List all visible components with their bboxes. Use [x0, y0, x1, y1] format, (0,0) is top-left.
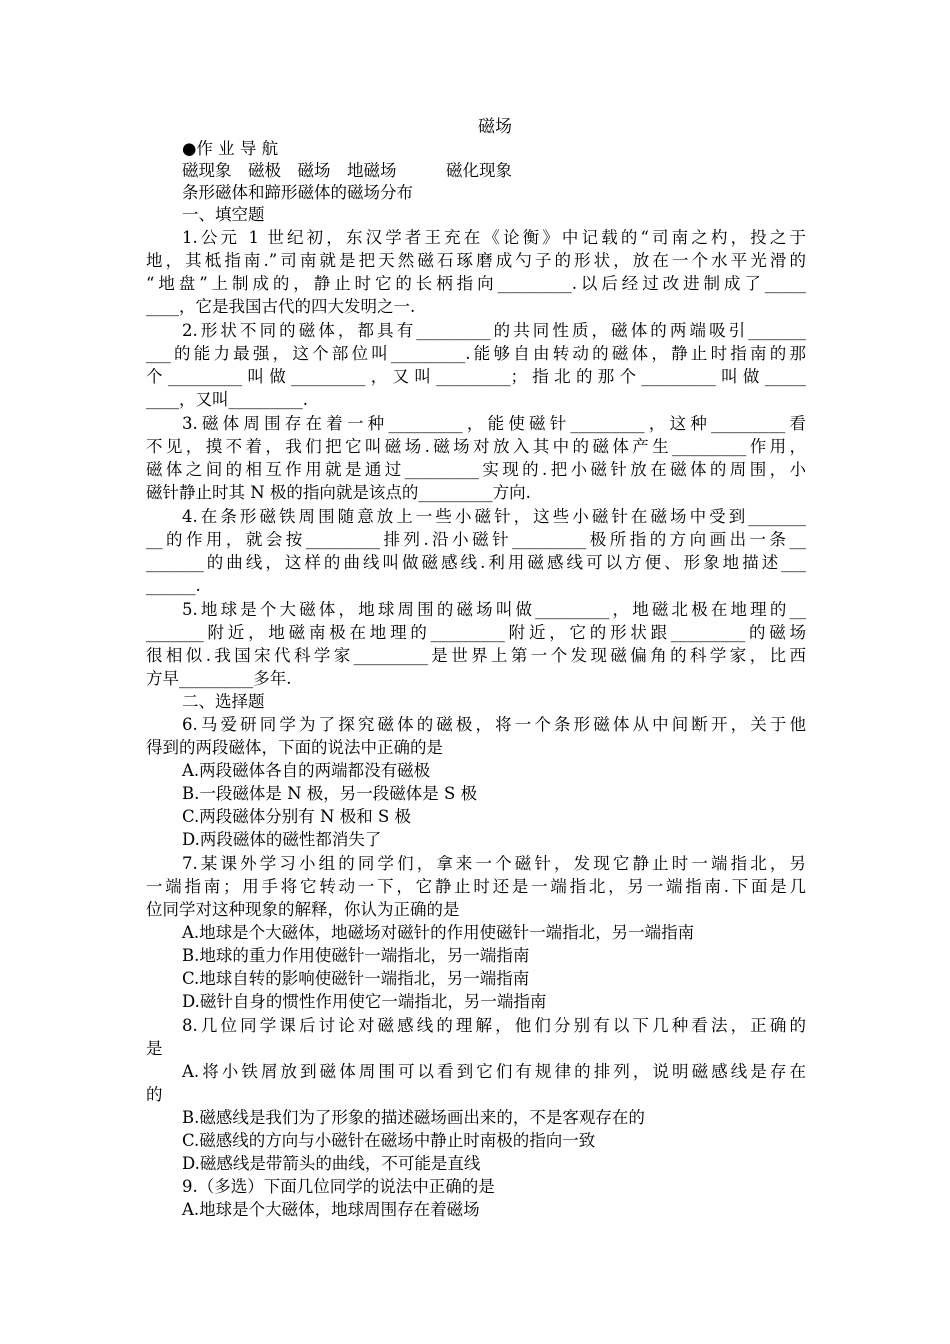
question-3-line-2: 不见，摸不着，我们把它叫磁场.磁场对放入其中的磁体产生_________作用，: [146, 437, 806, 456]
question-9-line-1: 9.（多选）下面几位同学的说法中正确的是: [182, 1177, 495, 1196]
page-title: 磁场: [478, 117, 512, 137]
question-7-line-3: 位同学对这种现象的解释，你认为正确的是: [146, 900, 460, 919]
question-8-option-a-line-1: A.将小铁屑放到磁体周围可以看到它们有规律的排列，说明磁感线是存在: [182, 1062, 806, 1081]
question-1-line-1: 1.公元 1 世纪初，东汉学者王充在《论衡》中记载的“司南之杓，投之于: [182, 228, 806, 247]
question-5-line-4: 方早_________多年.: [146, 669, 292, 688]
question-4-line-3: _______的曲线，这样的曲线叫做磁感线.利用磁感线可以方便、形象地描述___: [146, 553, 806, 572]
question-7-line-2: 一端指南；用手将它转动一下，它静止时还是一端指北，另一端指南.下面是几: [146, 877, 806, 896]
question-7-option-c: C.地球自转的影响使磁针一端指北，另一端指南: [182, 969, 530, 988]
question-6-option-a: A.两段磁体各自的两端都没有磁极: [182, 761, 431, 780]
question-7-option-a: A.地球是个大磁体，地磁场对磁针的作用使磁针一端指北，另一端指南: [182, 923, 695, 942]
question-7-option-d: D.磁针自身的惯性作用使它一端指北，另一端指南: [182, 992, 547, 1011]
question-2-line-2: ___的能力最强，这个部位叫_________.能够自由转动的磁体，静止时指南的那: [146, 344, 806, 363]
question-3-line-1: 3.磁体周围存在着一种_________，能使磁针_________，这种_________看: [182, 414, 806, 433]
question-1-line-4: ____，它是我国古代的四大发明之一.: [146, 297, 416, 316]
question-4-line-2: __的作用，就会按_________排列.沿小磁针_________极所指的方向画出一条__: [146, 530, 806, 549]
guide-topics: 磁现象 磁极 磁场 地磁场 磁化现象: [182, 161, 512, 180]
question-6-option-c: C.两段磁体分别有 N 极和 S 极: [182, 807, 412, 826]
homework-guide-heading: ●作 业 导 航: [182, 139, 279, 158]
section-heading-choice: 二、选择题: [182, 692, 265, 711]
question-8-option-d: D.磁感线是带箭头的曲线，不可能是直线: [182, 1154, 481, 1173]
question-5-line-2: _______附近，地磁南极在地理的_________附近，它的形状跟_________的磁场: [146, 623, 806, 642]
question-5-line-1: 5.地球是个大磁体，地球周围的磁场叫做_________，地磁北极在地理的__: [182, 600, 806, 619]
question-2-line-3: 个_________叫做_________，又叫_________；指北的那个_________叫做_____: [146, 367, 806, 386]
question-6-line-1: 6.马爱研同学为了探究磁体的磁极，将一个条形磁体从中间断开，关于他: [182, 715, 806, 734]
question-8-line-2: 是: [146, 1039, 163, 1058]
question-3-line-3: 磁体之间的相互作用就是通过_________实现的.把小磁针放在磁体的周围，小: [146, 460, 806, 479]
question-8-line-1: 8.几位同学课后讨论对磁感线的理解，他们分别有以下几种看法，正确的: [182, 1016, 806, 1035]
question-9-option-a: A.地球是个大磁体，地球周围存在着磁场: [182, 1200, 480, 1219]
question-6-line-2: 得到的两段磁体，下面的说法中正确的是: [146, 738, 443, 757]
question-2-line-1: 2.形状不同的磁体，都具有_________的共同性质，磁体的两端吸引_______: [182, 321, 806, 340]
question-7-option-b: B.地球的重力作用使磁针一端指北，另一端指南: [182, 946, 530, 965]
question-3-line-4: 磁针静止时其 N 极的指向就是该点的_________方向.: [146, 483, 531, 502]
question-2-line-4: ____，又叫_________.: [146, 390, 308, 409]
guide-topics-2: 条形磁体和蹄形磁体的磁场分布: [182, 183, 413, 202]
question-1-line-3: “地盘”上制成的，静止时它的长柄指向_________.以后经过改进制成了_____: [146, 274, 806, 293]
question-8-option-a-line-2: 的: [146, 1085, 163, 1104]
question-4-line-1: 4.在条形磁铁周围随意放上一些小磁针，这些小磁针在磁场中受到_______: [182, 507, 806, 526]
question-5-line-3: 很相似.我国宋代科学家_________是世界上第一个发现磁偏角的科学家，比西: [146, 646, 806, 665]
question-7-line-1: 7.某课外学习小组的同学们，拿来一个磁针，发现它静止时一端指北，另: [182, 854, 806, 873]
question-8-option-c: C.磁感线的方向与小磁针在磁场中静止时南极的指向一致: [182, 1131, 596, 1150]
question-8-option-b: B.磁感线是我们为了形象的描述磁场画出来的，不是客观存在的: [182, 1108, 645, 1127]
question-6-option-b: B.一段磁体是 N 极，另一段磁体是 S 极: [182, 784, 478, 803]
question-4-line-4: ______.: [146, 576, 201, 595]
question-1-line-2: 地，其柢指南.”司南就是把天然磁石琢磨成勺子的形状，放在一个水平光滑的: [146, 251, 806, 270]
question-6-option-d: D.两段磁体的磁性都消失了: [182, 830, 382, 849]
section-heading-fill-blank: 一、填空题: [182, 205, 265, 224]
